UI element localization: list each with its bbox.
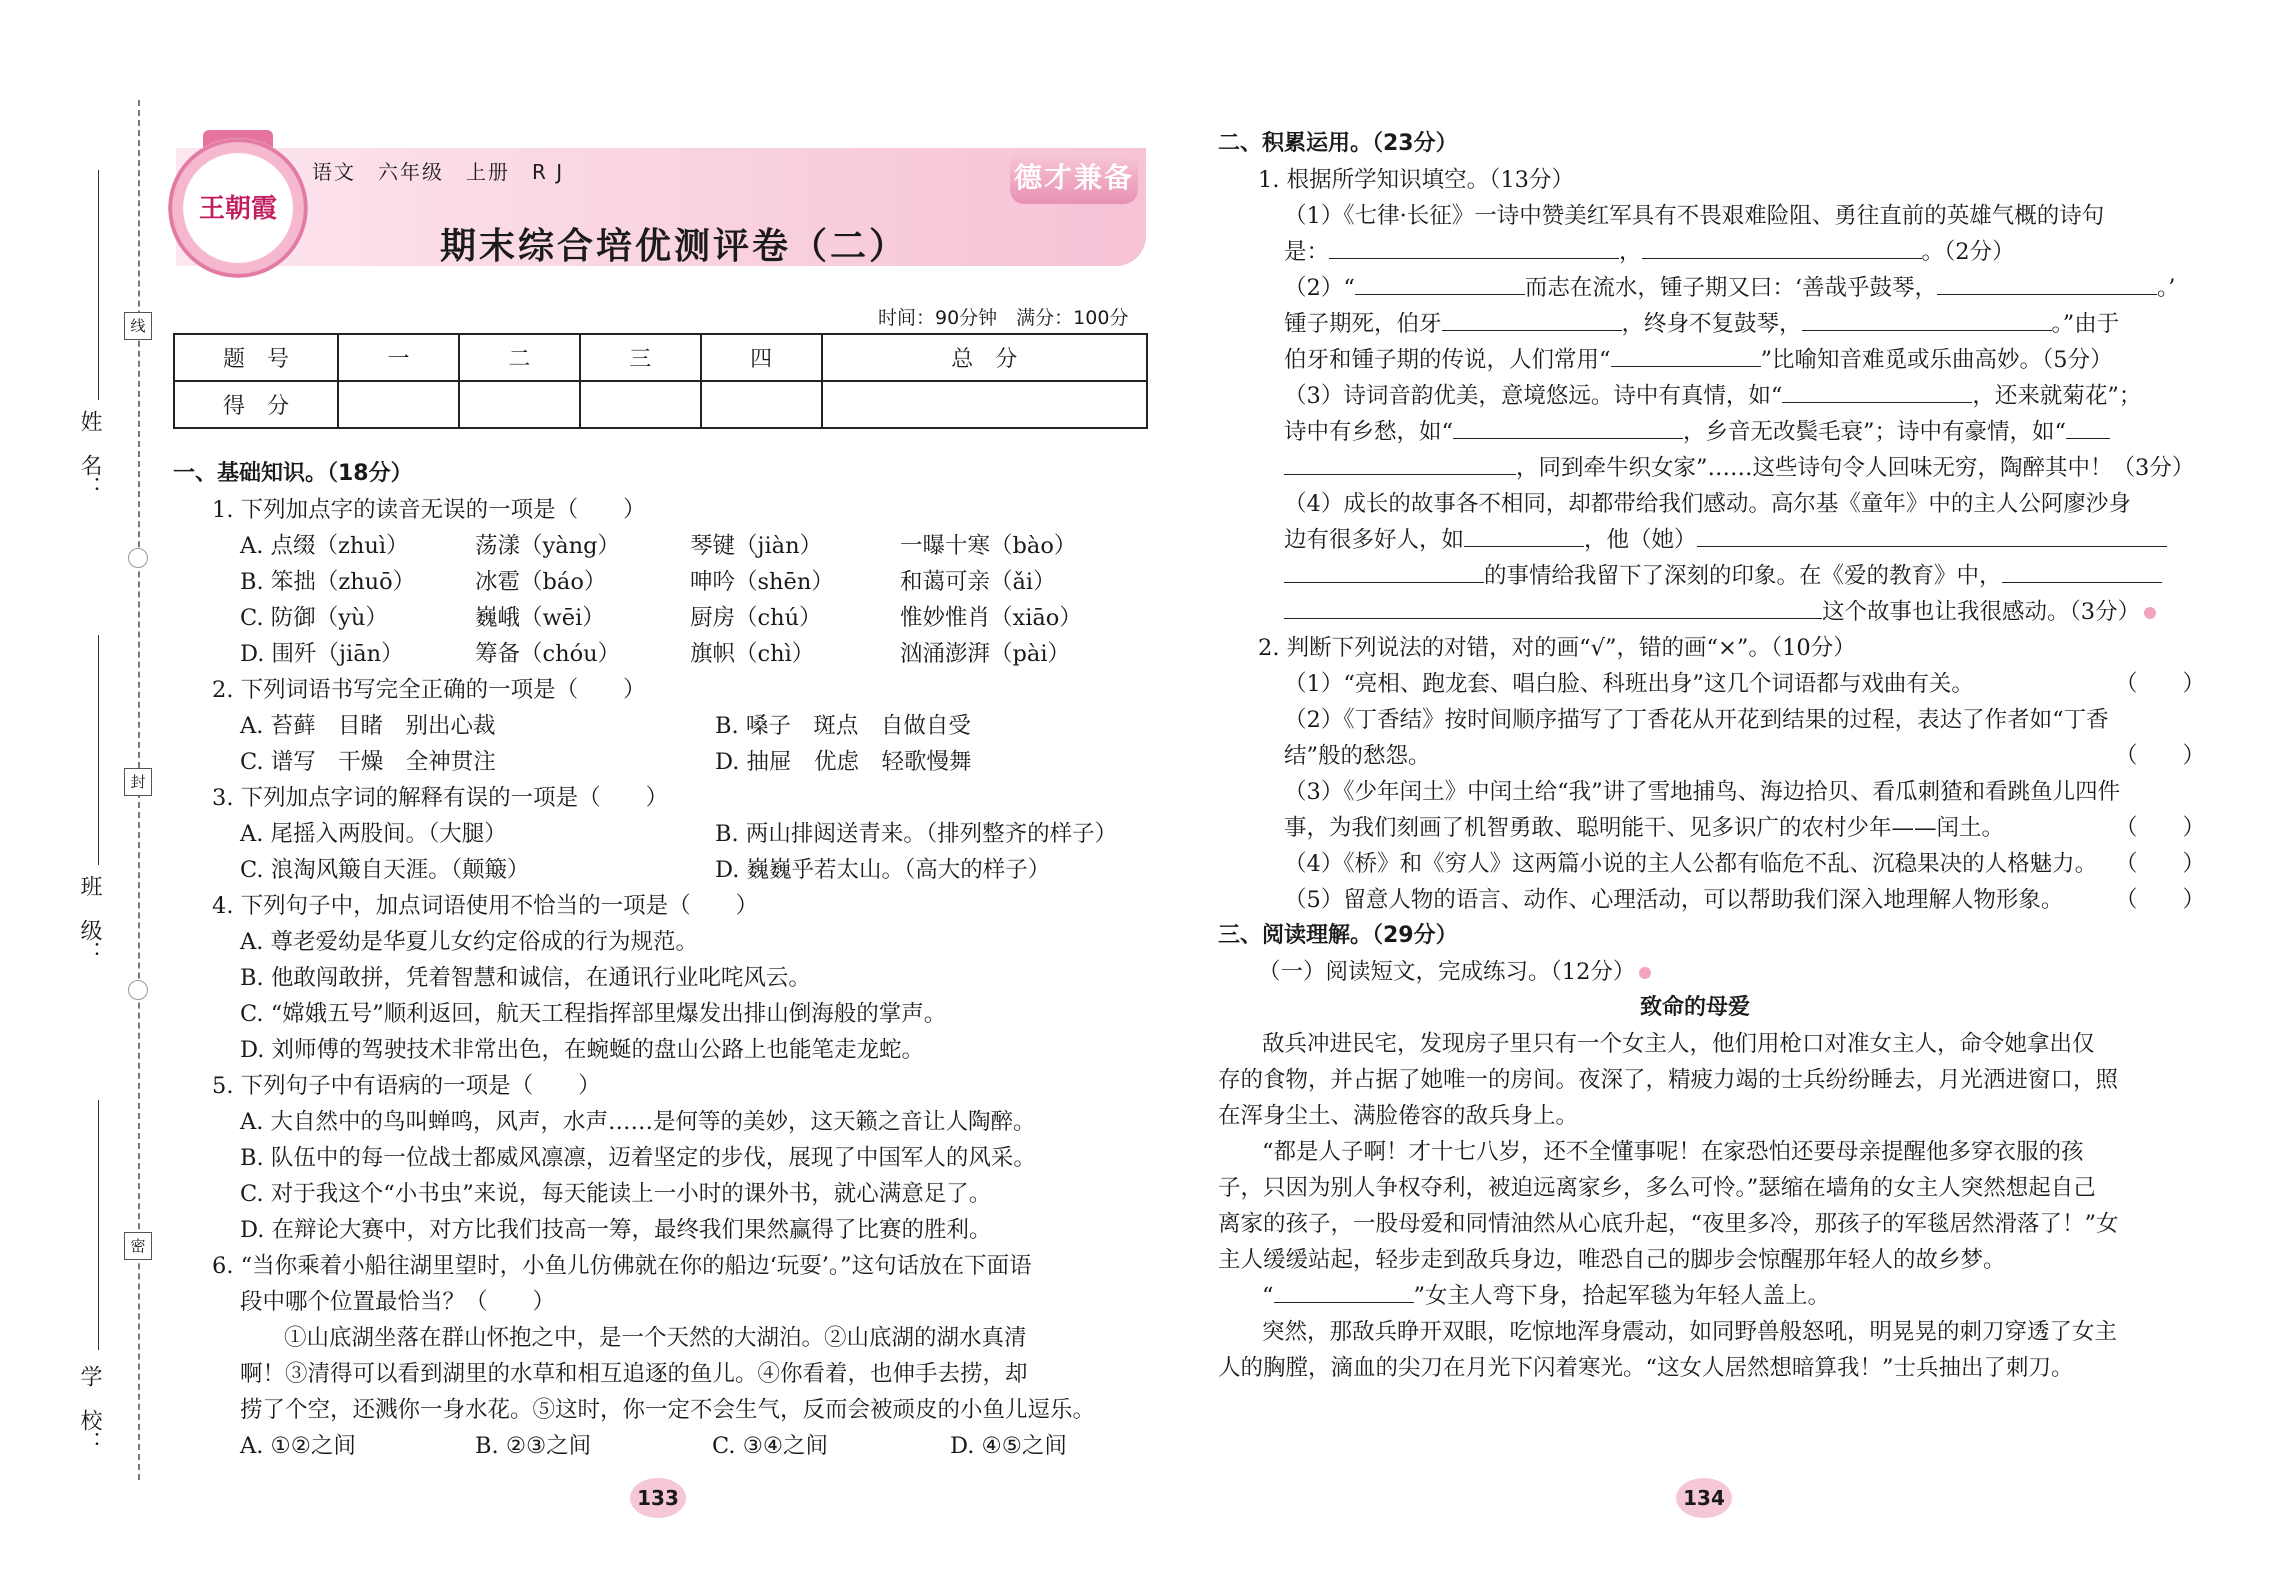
blank-field[interactable] [1329, 234, 1619, 259]
article-title: 致命的母爱 [1640, 995, 1751, 1020]
q2-option-a: A. 苔藓 目睹 别出心裁 [240, 713, 496, 739]
table-cell: 一 [338, 334, 459, 381]
q1-option-a-3: 琴键（jiàn） [690, 533, 823, 559]
q3-option-c: C. 浪淘风簸自天涯。（颠簸） [240, 857, 530, 883]
q1-option-d-4: 汹涌澎湃（pài） [900, 641, 1071, 667]
q5-option-c: C. 对于我这个“小书虫”来说，每天能读上一小时的课外书，就心满意足了。 [240, 1181, 992, 1207]
r1-4-line1: （4）成长的故事各不相同，却都带给我们感动。高尔基《童年》中的主人公阿廖沙身 [1284, 491, 2131, 517]
table-cell: 三 [580, 334, 701, 381]
article-p2-line2: 子，只因为别人争权夺利，被迫远离家乡，多么可怜。”瑟缩在墙角的女主人突然想起自己 [1218, 1175, 2096, 1201]
r2-item-5: （5）留意人物的语言、动作、心理活动，可以帮助我们深入地理解人物形象。 [1284, 887, 2064, 913]
text: 锺子期死，伯牙 [1284, 311, 1442, 337]
text: 这个故事也让我很感动。（3分） [1822, 599, 2141, 625]
q3-option-a: A. 尾摇入两股间。（大腿） [240, 821, 507, 847]
r2-item-2-line2: 结”般的愁怨。 [1284, 743, 1431, 769]
q1-option-b-4: 和蔼可亲（ǎi） [900, 569, 1056, 595]
blank-field[interactable] [1284, 450, 1516, 475]
q6-option-a: A. ①②之间 [240, 1433, 356, 1459]
blank-field[interactable] [1464, 522, 1584, 547]
q2-option-d: D. 抽屉 优虑 轻歌慢舞 [715, 749, 972, 775]
q5-option-d: D. 在辩论大赛中，对方比我们技高一筹，最终我们果然赢得了比赛的胜利。 [240, 1217, 992, 1243]
answer-paren[interactable]: （ ） [2115, 743, 2206, 769]
reading-part-1 [1258, 954, 1651, 990]
binding-hole-icon [128, 548, 148, 568]
score-cell[interactable] [701, 381, 822, 428]
badge: 德才兼备 [1010, 152, 1138, 204]
article-p3 [1262, 1278, 1830, 1314]
text: ”比喻知音难觅或乐曲高妙。（5分） [1760, 347, 2113, 373]
r1-2-line1 [1284, 270, 2175, 306]
answer-paren[interactable]: （ ） [2115, 671, 2206, 697]
r1-3-line2 [1284, 414, 2110, 450]
school-field-line[interactable] [98, 1100, 99, 1350]
q1-option-d-3: 旗帜（chì） [690, 641, 815, 667]
text: 而志在流水，锺子期又曰：‘善哉乎鼓琴， [1524, 275, 1937, 301]
r1-4-line4 [1284, 594, 2156, 630]
class-field-line[interactable] [98, 635, 99, 865]
blank-field[interactable] [1642, 234, 1922, 259]
q1-option-a-2: 荡漾（yàng） [475, 533, 621, 559]
r1-2-line2 [1284, 306, 2119, 342]
q5-option-a: A. 大自然中的鸟叫蝉鸣，风声，水声……是何等的美妙，这天籁之音让人陶醉。 [240, 1109, 1036, 1135]
question-6-line1: 6. “当你乘着小船往湖里望时，小鱼儿仿佛就在你的船边‘玩耍’。”这句话放在下面语 [212, 1253, 1032, 1279]
table-cell: 二 [459, 334, 580, 381]
section-1-heading: 一、基础知识。（18分） [173, 461, 413, 486]
table-cell: 四 [701, 334, 822, 381]
blank-field[interactable] [1284, 594, 1822, 619]
article-p1-line1: 敌兵冲进民宅，发现房子里只有一个女主人，他们用枪口对准女主人，命令她拿出仅 [1262, 1031, 2095, 1057]
score-cell[interactable] [338, 381, 459, 428]
q1-option-c-1: C. 防御（yù） [240, 605, 388, 631]
blank-field[interactable] [1937, 270, 2157, 295]
q2-option-c: C. 谱写 干燥 全神贯注 [240, 749, 496, 775]
question-6-line2: 段中哪个位置最恰当？（ ） [240, 1289, 556, 1315]
q1-option-c-4: 惟妙惟肖（xiāo） [900, 605, 1082, 631]
score-table-header-row [174, 334, 1147, 381]
q6-option-d: D. ④⑤之间 [950, 1433, 1067, 1459]
text: 。”由于 [2051, 311, 2120, 337]
blank-field[interactable] [1697, 522, 2167, 547]
q4-option-c: C. “嫦娥五号”顺利返回，航天工程指挥部里爆发出排山倒海般的掌声。 [240, 1001, 947, 1027]
q4-option-d: D. 刘师傅的驾驶技术非常出色，在蜿蜒的盘山公路上也能笔走龙蛇。 [240, 1037, 925, 1063]
flower-icon [2144, 607, 2156, 619]
q1-option-b-2: 冰雹（báo） [475, 569, 607, 595]
text: “ [1262, 1283, 1274, 1309]
flower-icon [1639, 967, 1651, 979]
q4-option-b: B. 他敢闯敢拼，凭着智慧和诚信，在通讯行业叱咤风云。 [240, 965, 811, 991]
q6-passage-line1: ①山底湖坐落在群山怀抱之中，是一个天然的大湖泊。②山底湖的湖水真清 [284, 1325, 1027, 1351]
q1-option-a-4: 一曝十寒（bào） [900, 533, 1077, 559]
blank-field[interactable] [1802, 306, 2052, 331]
question-3: 3. 下列加点字词的解释有误的一项是（ ） [212, 785, 669, 811]
text: 。’ [2156, 275, 2176, 301]
q1-option-c-2: 巍峨（wēi） [475, 605, 605, 631]
q1-option-b-3: 呻吟（shēn） [690, 569, 834, 595]
q1-option-c-3: 厨房（chú） [690, 605, 822, 631]
score-table [173, 333, 1148, 429]
article-p1-line3: 在浑身尘土、满脸倦容的敌兵身上。 [1218, 1103, 1579, 1129]
blank-field[interactable] [1442, 306, 1622, 331]
text: ”女主人弯下身，拾起军毯为年轻人盖上。 [1413, 1283, 1831, 1309]
answer-paren[interactable]: （ ） [2115, 851, 2206, 877]
q6-passage-line3: 捞了个空，还溅你一身水花。⑤这时，你一定不会生气，反而会被顽皮的小鱼儿逗乐。 [240, 1397, 1096, 1423]
question-4: 4. 下列句子中，加点词语使用不恰当的一项是（ ） [212, 893, 759, 919]
text: ，乡音无改鬓毛衰”；诗中有豪情，如“ [1683, 419, 2067, 445]
q1-option-b-1: B. 笨拙（zhuō） [240, 569, 416, 595]
q6-option-b: B. ②③之间 [475, 1433, 592, 1459]
text: （2）“ [1284, 275, 1355, 301]
text: 的事情给我留下了深刻的印象。在《爱的教育》中， [1484, 563, 2002, 589]
r-question-2: 2. 判断下列说法的对错，对的画“√”，错的画“×”。（10分） [1258, 635, 1856, 661]
r1-1-line1: （1）《七律·长征》一诗中赞美红军具有不畏艰难险阻、勇往直前的英雄气概的诗句 [1284, 203, 2105, 229]
text: ，还来就菊花”； [1972, 383, 2142, 409]
r2-item-2-line1: （2）《丁香结》按时间顺序描写了丁香花从开花到结果的过程，表达了作者如“丁香 [1284, 707, 2109, 733]
score-cell[interactable] [822, 381, 1147, 428]
blank-field[interactable] [1782, 378, 1972, 403]
name-label: 姓 名： [77, 410, 102, 498]
article-p2-line1: “都是人子啊！才十七八岁，还不全懂事呢！在家恐怕还要母亲提醒他多穿衣服的孩 [1262, 1139, 2084, 1165]
r2-item-3-line1: （3）《少年闰土》中闰土给“我”讲了雪地捕鸟、海边拾贝、看瓜刺猹和看跳鱼儿四件 [1284, 779, 2121, 805]
r1-3-line3 [1284, 450, 2194, 486]
q3-option-d: D. 巍巍乎若太山。（高大的样子） [715, 857, 1051, 883]
text: ，终身不复鼓琴， [1621, 311, 1802, 337]
answer-paren[interactable]: （ ） [2115, 815, 2206, 841]
article-p1-line2: 存的食物，并占据了她唯一的房间。夜深了，精疲力竭的士兵纷纷睡去，月光洒进窗口，照 [1218, 1067, 2119, 1093]
question-5: 5. 下列句子中有语病的一项是（ ） [212, 1073, 601, 1099]
blank-field[interactable] [1355, 270, 1525, 295]
q4-option-a: A. 尊老爱幼是华夏儿女约定俗成的行为规范。 [240, 929, 699, 955]
class-label: 班 级： [77, 875, 102, 963]
blank-field[interactable] [1274, 1278, 1414, 1303]
score-cell[interactable] [580, 381, 701, 428]
tag-line: 线 [124, 312, 152, 340]
exam-title: 期末综合培优测评卷（二） [440, 226, 909, 267]
table-cell: 题 号 [174, 334, 338, 381]
score-table-score-row [174, 381, 1147, 428]
page-number-right: 134 [1676, 1478, 1732, 1518]
text: ，同到牵牛织女家”……这些诗句令人回味无穷，陶醉其中！（3分） [1516, 455, 2195, 481]
section-3-heading: 三、阅读理解。（29分） [1218, 923, 1458, 948]
article-p4-line1: 突然，那敌兵睁开双眼，吃惊地浑身震动，如同野兽般怒吼，明晃晃的刺刀穿透了女主 [1262, 1319, 2118, 1345]
score-cell[interactable] [459, 381, 580, 428]
r1-2-line3 [1284, 342, 2113, 378]
page-number-left: 133 [630, 1478, 686, 1518]
blank-field[interactable] [1611, 342, 1761, 367]
q5-option-b: B. 队伍中的每一位战士都威风凛凛，迈着坚定的步伐，展现了中国军人的风采。 [240, 1145, 1036, 1171]
school-label: 学 校： [77, 1365, 102, 1453]
tag-seal: 封 [124, 768, 152, 796]
r1-4-line3 [1284, 558, 2162, 594]
article-p2-line3: 离家的孩子，一股母爱和同情油然从心底升起，“夜里多冷，那孩子的军毯居然滑落了！”女 [1218, 1211, 2119, 1237]
blank-field[interactable] [2002, 558, 2162, 583]
binding-hole-icon [128, 980, 148, 1000]
text: ， [1619, 239, 1642, 265]
blank-field[interactable] [1284, 558, 1484, 583]
text: （一）阅读短文，完成练习。（12分） [1258, 959, 1636, 985]
article-p2-line4: 主人缓缓站起，轻步走到敌兵身边，唯恐自己的脚步会惊醒那年轻人的故乡梦。 [1218, 1247, 2006, 1273]
r2-item-3-line2: 事，为我们刻画了机智勇敢、聪明能干、见多识广的农村少年——闰土。 [1284, 815, 2005, 841]
q1-option-a-1: A. 点缀（zhuì） [240, 533, 409, 559]
tag-mi: 密 [124, 1232, 152, 1260]
text: 边有很多好人，如 [1284, 527, 1465, 553]
text: 。（2分） [1921, 239, 2015, 265]
q1-option-d-2: 筹备（chóu） [475, 641, 621, 667]
question-2: 2. 下列词语书写完全正确的一项是（ ） [212, 677, 646, 703]
r1-1-line2 [1284, 234, 2015, 270]
article-p4-line2: 人的胸膛，滴血的尖刀在月光下闪着寒光。“这女人居然想暗算我！”士兵抽出了刺刀。 [1218, 1355, 2074, 1381]
r2-item-1: （1）“亮相、跑龙套、唱白脸、科班出身”这几个词语都与戏曲有关。 [1284, 671, 1974, 697]
section-2-heading: 二、积累运用。（23分） [1218, 131, 1458, 156]
question-1: 1. 下列加点字的读音无误的一项是（ ） [212, 497, 646, 523]
text: ，他（她） [1584, 527, 1697, 553]
q3-option-b: B. 两山排闼送青来。（排列整齐的样子） [715, 821, 1118, 847]
q1-option-d-1: D. 围歼（jiān） [240, 641, 404, 667]
text: 诗中有乡愁，如“ [1284, 419, 1454, 445]
blank-field[interactable] [1453, 414, 1683, 439]
subject-line: 语文 六年级 上册 R J [312, 160, 565, 184]
table-cell: 得 分 [174, 381, 338, 428]
r1-3-line1 [1284, 378, 2141, 414]
text: （3）诗词音韵优美，意境悠远。诗中有真情，如“ [1284, 383, 1783, 409]
text: 是： [1284, 239, 1330, 265]
answer-paren[interactable]: （ ） [2115, 887, 2206, 913]
logo-text: 王朝霞 [198, 194, 277, 224]
r2-item-4: （4）《桥》和《穷人》这两篇小说的主人公都有临危不乱、沉稳果决的人格魅力。 [1284, 851, 2098, 877]
r-question-1: 1. 根据所学知识填空。（13分） [1258, 167, 1575, 193]
blank-field[interactable] [2066, 414, 2110, 439]
q6-option-c: C. ③④之间 [712, 1433, 829, 1459]
text: 伯牙和锺子期的传说，人们常用“ [1284, 347, 1611, 373]
time-score-info: 时间：90分钟 满分：100分 [878, 307, 1129, 329]
table-cell: 总 分 [822, 334, 1147, 381]
r1-4-line2 [1284, 522, 2167, 558]
q6-passage-line2: 啊！③清得可以看到湖里的水草和相互追逐的鱼儿。④你看着，也伸手去捞，却 [240, 1361, 1028, 1387]
name-field-line[interactable] [98, 170, 99, 400]
q2-option-b: B. 嗓子 斑点 自做自受 [715, 713, 971, 739]
